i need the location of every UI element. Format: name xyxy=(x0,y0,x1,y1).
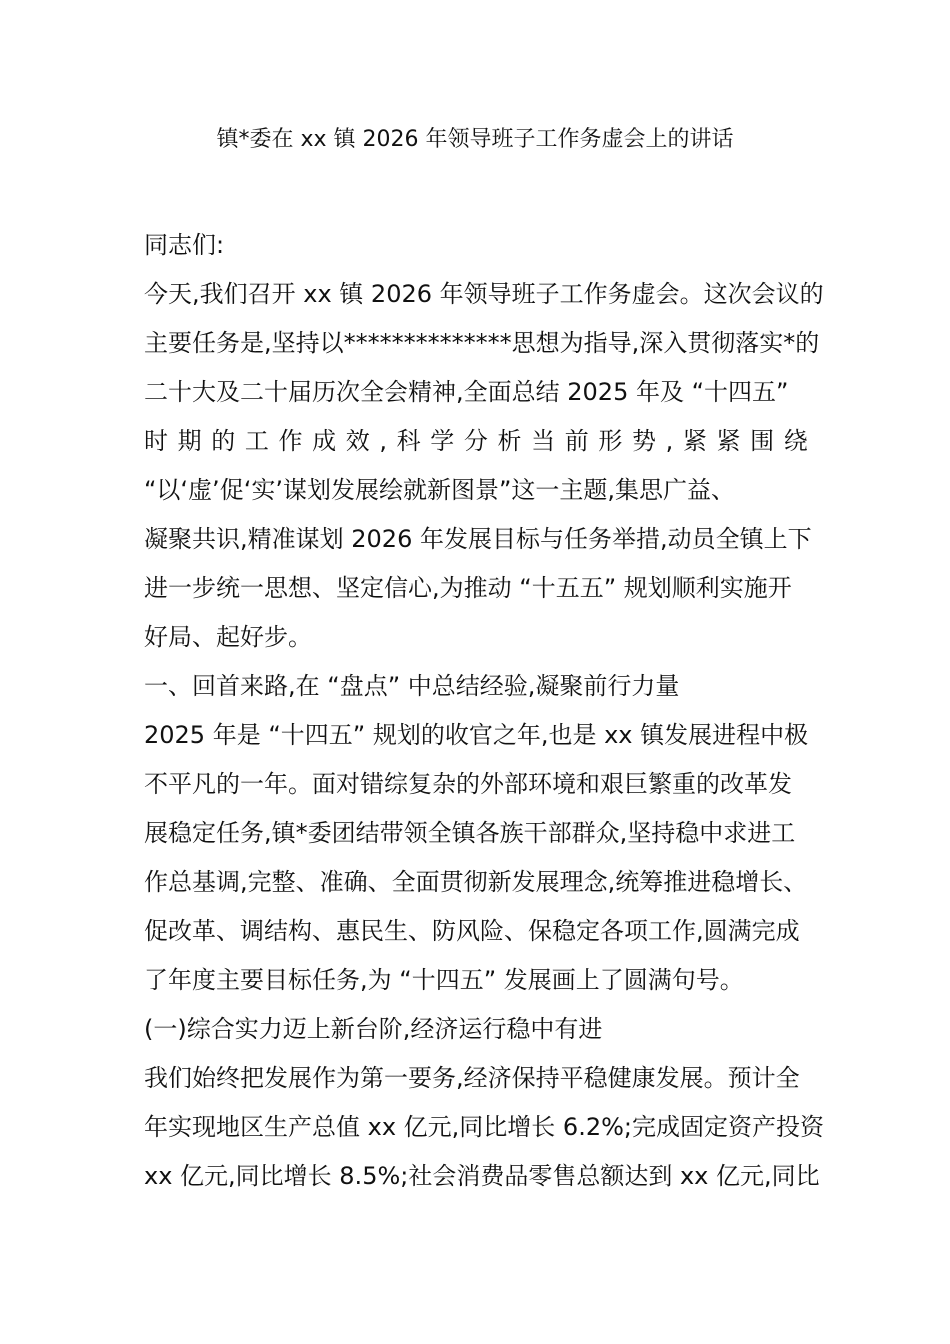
justified-char: 前 xyxy=(564,427,589,455)
justified-char: 析 xyxy=(497,427,522,455)
body-line: 不平凡的一年。面对错综复杂的外部环境和艰巨繁重的改革发 xyxy=(144,770,792,798)
body-line: 凝聚共识,精准谋划 2026 年发展目标与任务举措,动员全镇上下 xyxy=(144,525,812,553)
justified-char: 成 xyxy=(312,427,337,455)
body-line: 了年度主要目标任务,为 “十四五” 发展画上了圆满句号。 xyxy=(144,966,744,994)
subsection-heading: (一)综合实力迈上新台阶,经济运行稳中有进 xyxy=(144,1015,603,1043)
body-line: 年实现地区生产总值 xx 亿元,同比增长 6.2%;完成固定资产投资 xyxy=(144,1113,824,1141)
justified-char: , xyxy=(379,427,388,455)
body-line: 进一步统一思想、坚定信心,为推动 “十五五” 规划顺利实施开 xyxy=(144,574,792,602)
justified-char: 期 xyxy=(177,427,202,455)
justified-char: 效 xyxy=(345,427,370,455)
body-line: 促改革、调结构、惠民生、防风险、保稳定各项工作,圆满完成 xyxy=(144,917,800,945)
justified-char: , xyxy=(665,427,674,455)
justified-char: 分 xyxy=(463,427,488,455)
body-line-justified xyxy=(144,423,808,459)
body-line: 2025 年是 “十四五” 规划的收官之年,也是 xx 镇发展进程中极 xyxy=(144,721,809,749)
salutation-line: 同志们: xyxy=(144,231,225,259)
document-title: 镇*委在 xx 镇 2026 年领导班子工作务虚会上的讲话 xyxy=(216,127,734,152)
justified-char: 绕 xyxy=(783,427,808,455)
body-line: 展稳定任务,镇*委团结带领全镇各族干部群众,坚持稳中求进工 xyxy=(144,819,796,847)
justified-char: 工 xyxy=(244,427,269,455)
justified-char: 紧 xyxy=(682,427,707,455)
body-line: “以‘虚’促‘实’谋划发展绘就新图景”这一主题,集思广益、 xyxy=(144,476,736,504)
justified-char: 势 xyxy=(632,427,657,455)
justified-char: 作 xyxy=(278,427,303,455)
body-line: 今天,我们召开 xx 镇 2026 年领导班子工作务虚会。这次会议的 xyxy=(144,280,824,308)
section-heading: 一、回首来路,在 “盘点” 中总结经验,凝聚前行力量 xyxy=(144,672,680,700)
justified-char: 的 xyxy=(211,427,236,455)
body-line: 二十大及二十届历次全会精神,全面总结 2025 年及 “十四五” xyxy=(144,378,789,406)
justified-char: 时 xyxy=(144,427,168,455)
body-line: 主要任务是,坚持以**************思想为指导,深入贯彻落实*的 xyxy=(144,329,820,357)
justified-char: 科 xyxy=(396,427,421,455)
justified-char: 学 xyxy=(430,427,455,455)
justified-char: 当 xyxy=(531,427,556,455)
justified-char: 紧 xyxy=(716,427,741,455)
body-line: 我们始终把发展作为第一要务,经济保持平稳健康发展。预计全 xyxy=(144,1064,800,1092)
body-line: xx 亿元,同比增长 8.5%;社会消费品零售总额达到 xx 亿元,同比 xyxy=(144,1162,820,1190)
body-line: 作总基调,完整、准确、全面贯彻新发展理念,统筹推进稳增长、 xyxy=(144,868,808,896)
justified-char: 形 xyxy=(598,427,623,455)
justified-char: 围 xyxy=(750,427,775,455)
body-line: 好局、起好步。 xyxy=(144,623,312,651)
